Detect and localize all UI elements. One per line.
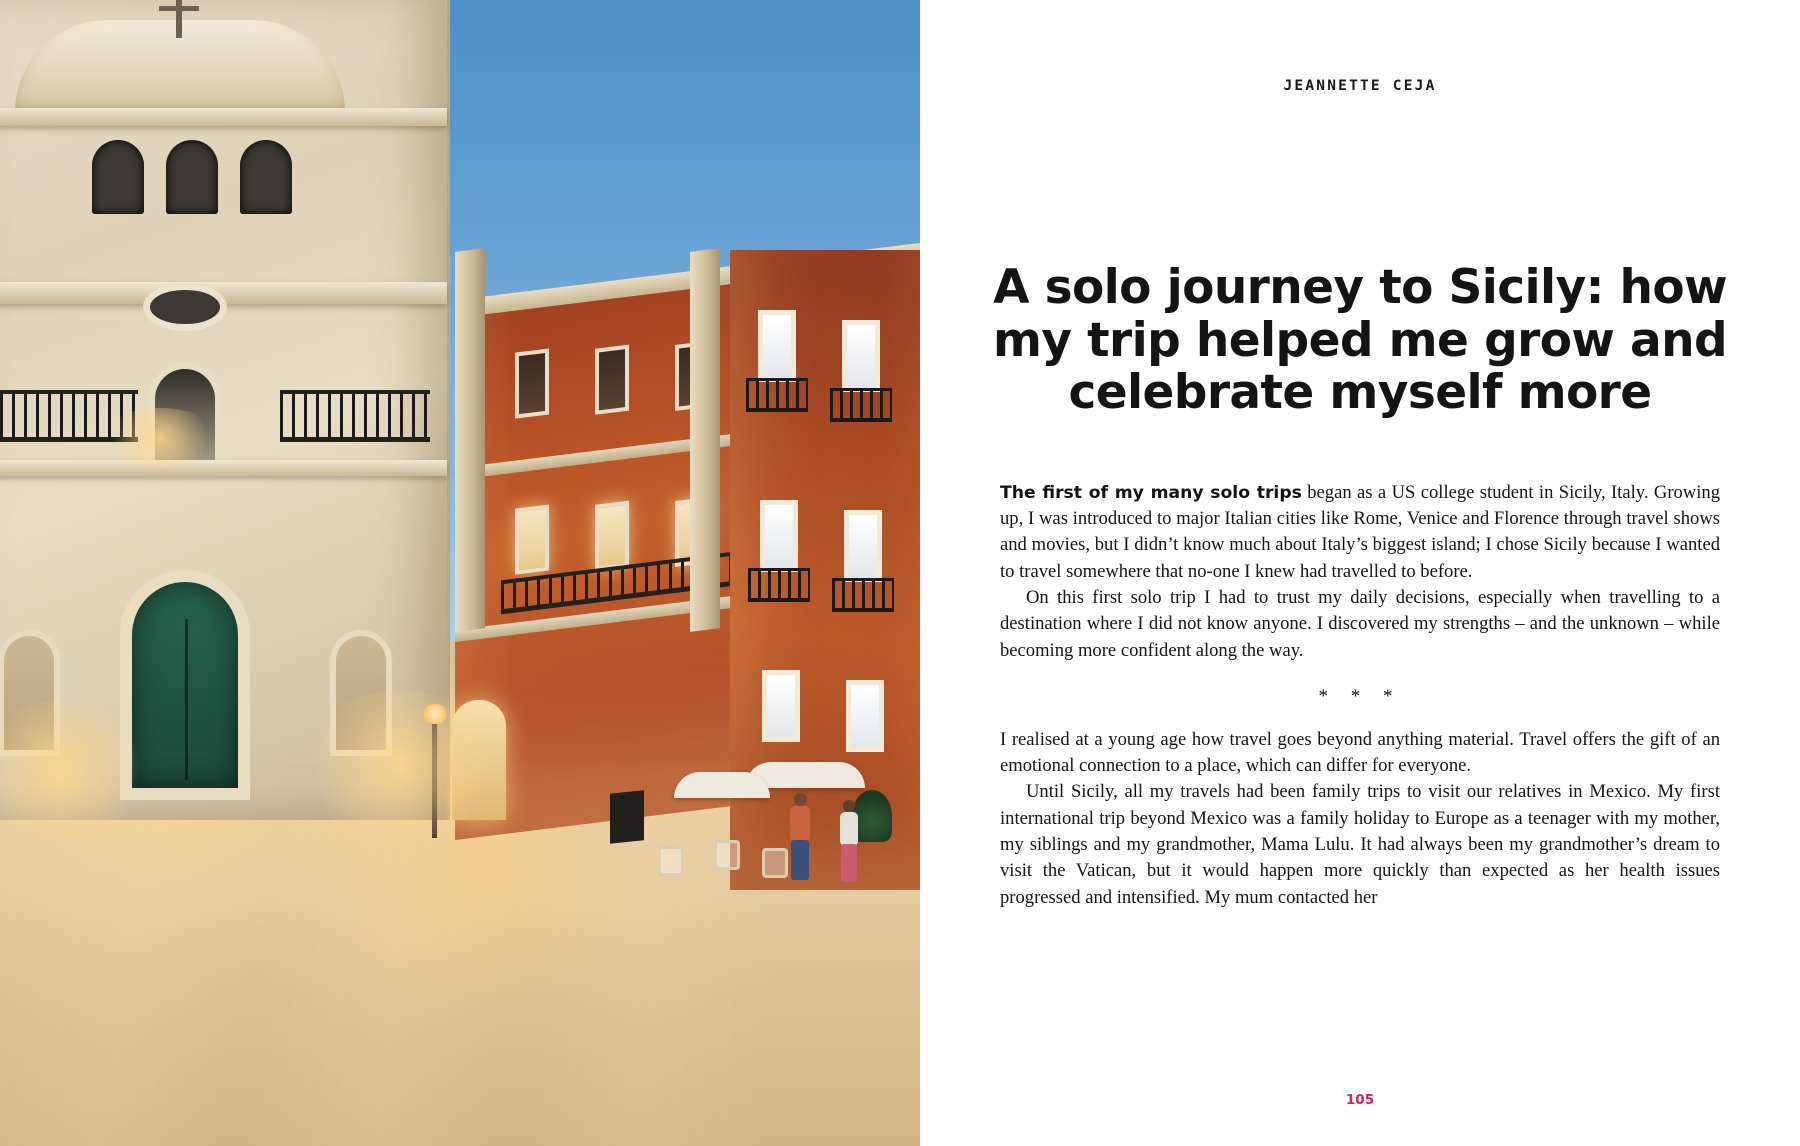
palazzo-lit-window	[595, 501, 629, 571]
section-divider: * * *	[1318, 685, 1402, 707]
potted-plant	[852, 790, 892, 842]
palazzo-window	[515, 348, 549, 418]
rooftop-cross-icon	[176, 0, 182, 38]
paragraph-3: I realised at a young age how travel goes beyond anything material. Travel offers the gift of an emotional connection to a place, which can differ for everyone.	[1000, 728, 1720, 777]
facade-oculus-window	[150, 290, 220, 324]
right-page-article	[920, 0, 1800, 1146]
pedestrian	[840, 812, 858, 846]
paragraph-1-rest: began as a US college student in Sicily, Italy. Growing up, I was introduced to major Italian cities like Rome, Venice and Florence through travel shows and movies, but I didn’t know much about Italy’s biggest island; I chose Sicily because I wanted to travel somewhere that no-one I knew had travelled to before.	[1000, 481, 1720, 582]
building-balcony-railing	[830, 388, 892, 422]
building-window	[758, 310, 796, 382]
facade-cornice-middle	[0, 282, 447, 304]
belfry-arch	[92, 140, 144, 214]
cafe-umbrella	[674, 772, 770, 798]
building-window	[844, 510, 882, 582]
palazzo-window	[595, 345, 629, 415]
building-window	[760, 500, 798, 572]
building-balcony-railing	[748, 568, 810, 602]
facade-cornice-upper	[0, 108, 447, 126]
facade-cornice-lower	[0, 460, 447, 476]
building-window	[842, 320, 880, 392]
page-number: 105	[1345, 1092, 1375, 1108]
article-body	[986, 480, 1734, 911]
article-headline: A solo journey to Sicily: how my trip helped me grow and celebrate myself more	[992, 260, 1728, 421]
building-window	[762, 670, 800, 742]
palazzo-pilaster	[455, 248, 485, 632]
pedestrian	[790, 806, 810, 842]
wrought-iron-balcony	[280, 390, 430, 442]
cafe-chair	[714, 840, 740, 870]
author-byline: JEANNETTE CEJA	[1283, 78, 1437, 94]
belfry-arch	[240, 140, 292, 214]
belfry-arch	[166, 140, 218, 214]
paragraph-4: Until Sicily, all my travels had been family trips to visit our relatives in Mexico. My first international trip beyond Mexico was a family holiday to Europe as a teenager with my mother, my siblings and my grandmother, Mama Lulu. It had always been my grandmother’s dream to visit the Vatican, but it would happen more quickly than expected as her health issues progressed and intensified. My mum contacted her	[1000, 781, 1720, 908]
cafe-chair	[762, 848, 788, 878]
cafe-sign-board	[610, 790, 644, 844]
palazzo-pilaster	[690, 248, 720, 632]
building-balcony-railing	[832, 578, 894, 612]
facade-lamp-glow	[100, 408, 220, 468]
palazzo-lit-window	[515, 504, 549, 574]
ground-lamp-glow	[300, 690, 500, 840]
building-window	[846, 680, 884, 752]
paragraph-1	[1000, 480, 1720, 585]
lead-in-text: The first of my many solo trips	[1000, 482, 1302, 503]
building-balcony-railing	[746, 378, 808, 412]
cafe-chair	[658, 846, 684, 876]
paragraph-2: On this first solo trip I had to trust my daily decisions, especially when travelling to a destination where I did not know anyone. I discovered my strengths – and the unknown – while becoming more confident along the way.	[1000, 587, 1720, 661]
